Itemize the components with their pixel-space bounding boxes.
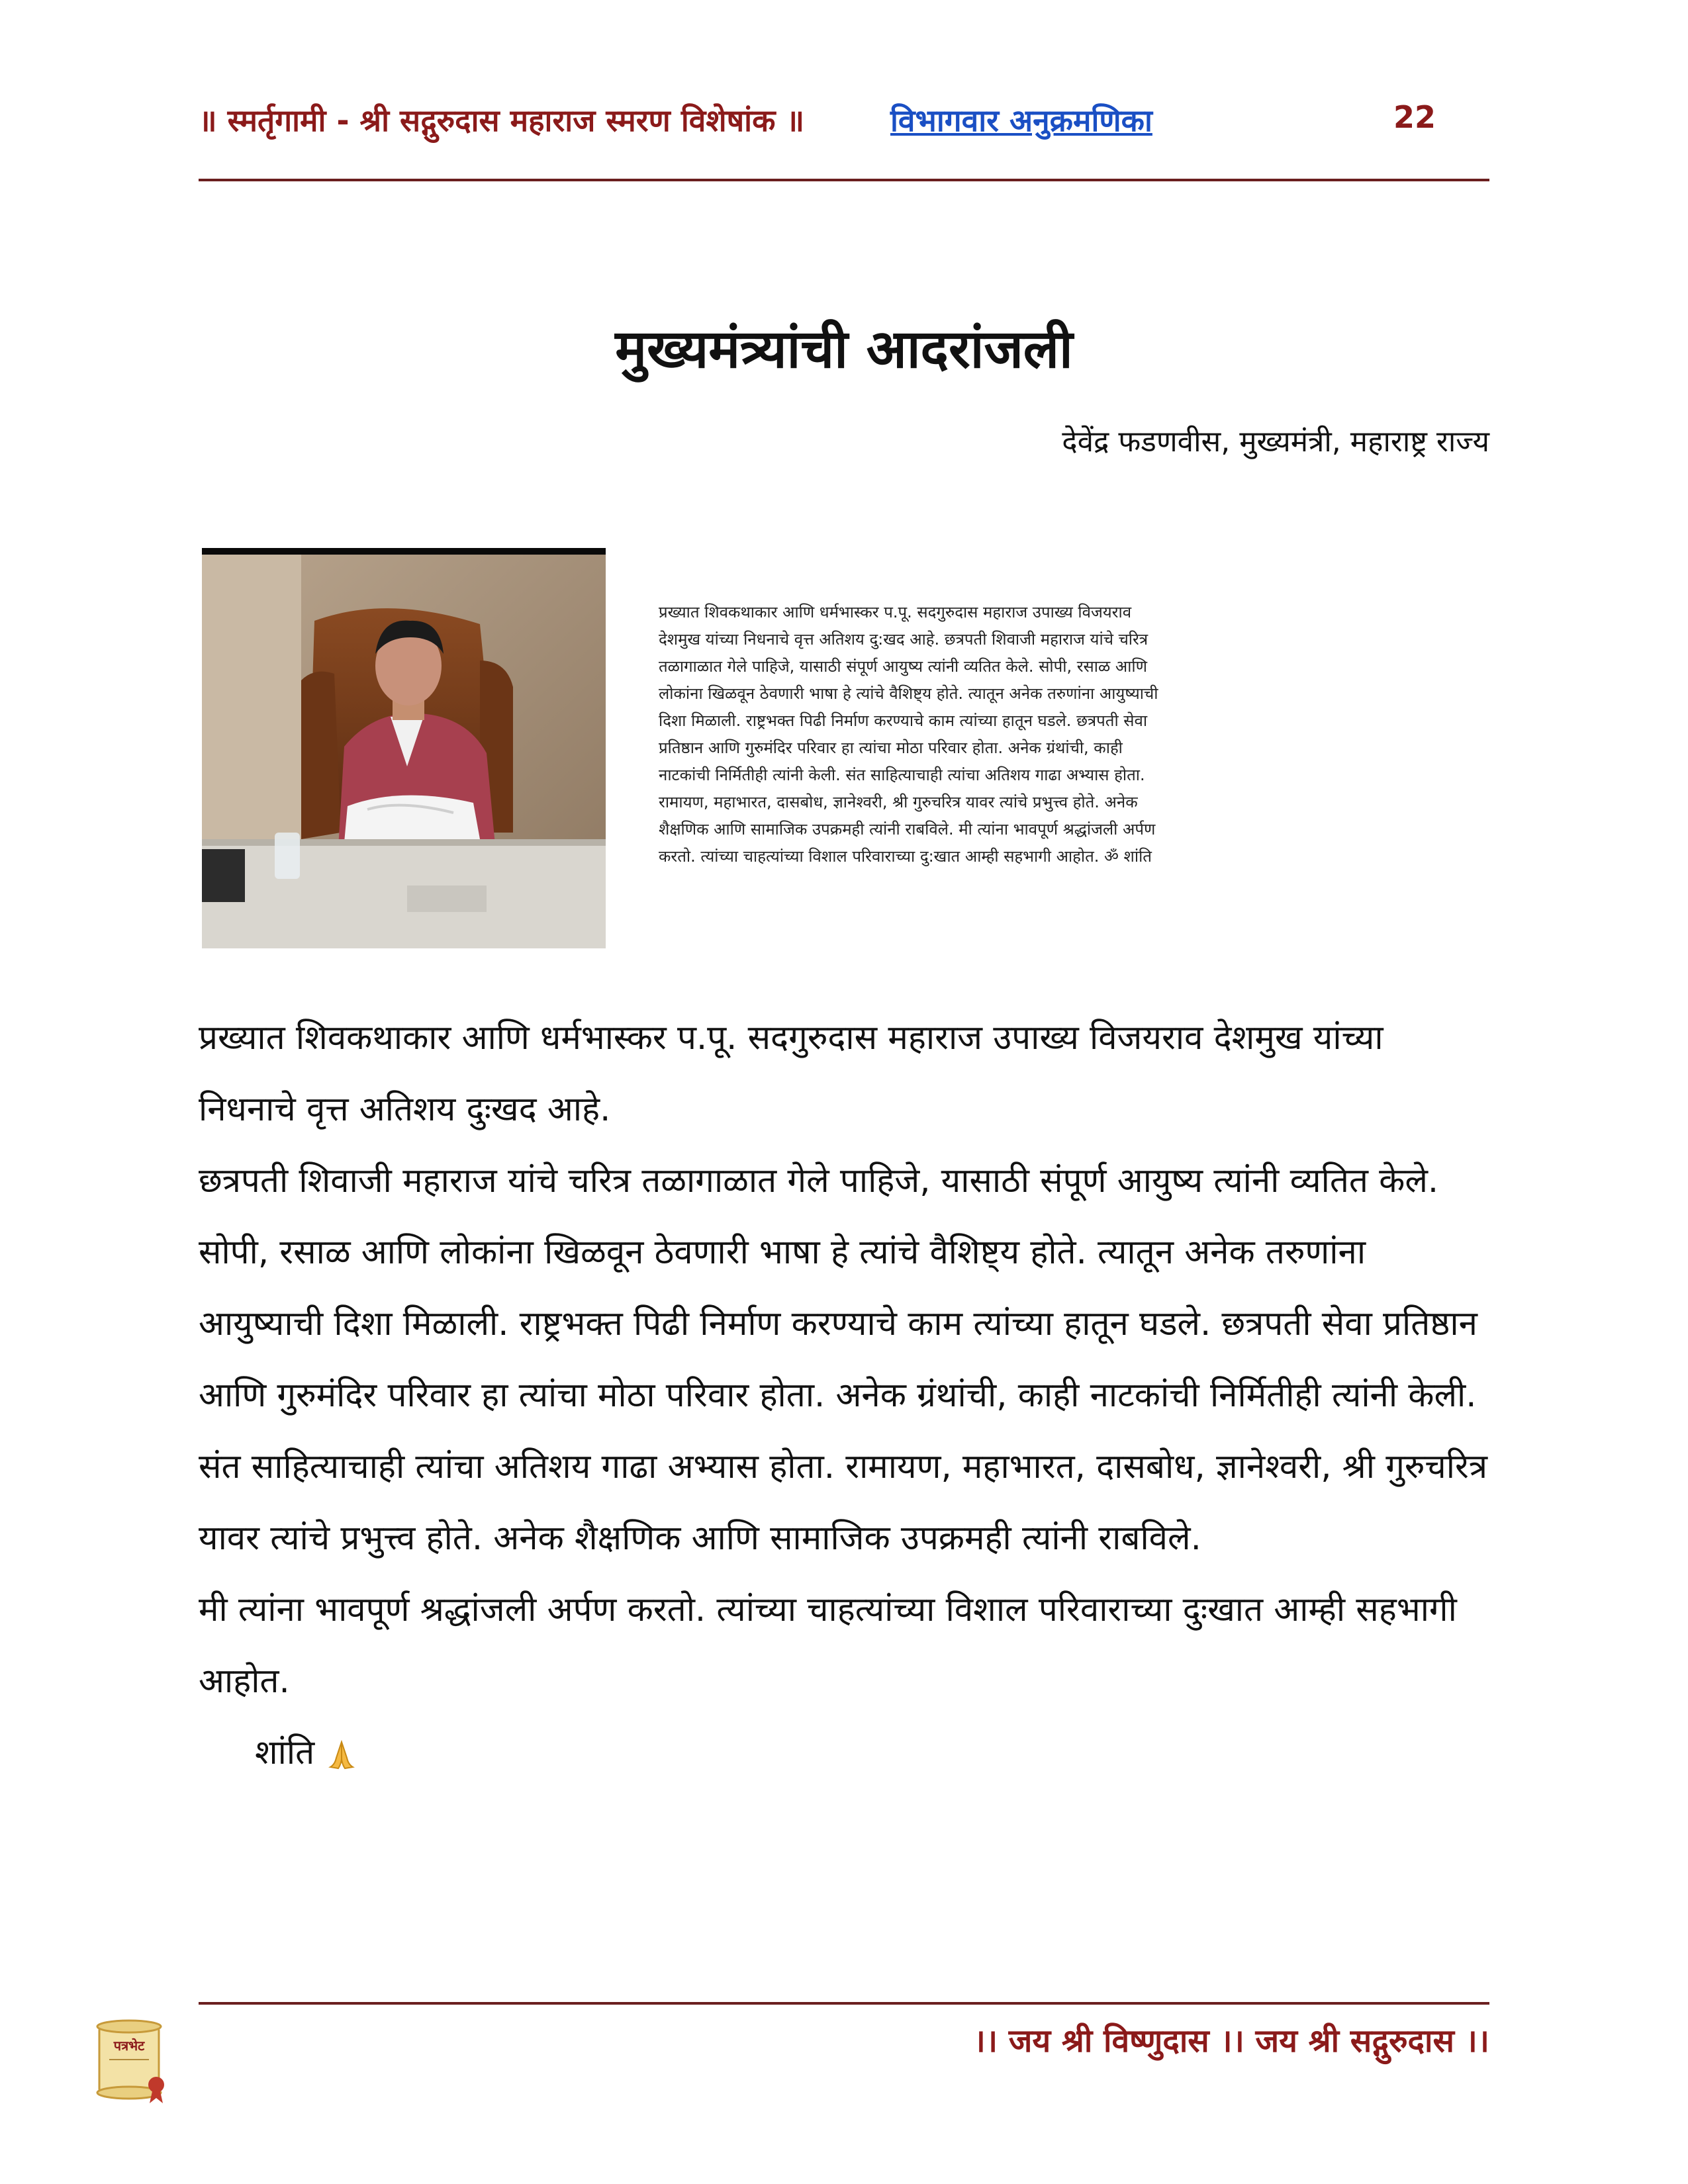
header-title: ॥ स्मर्तृगामी - श्री सद्गुरुदास महाराज स्मरण विशेषांक ॥	[199, 103, 804, 138]
portrait-illustration	[202, 548, 606, 948]
footer-slogan: ।। जय श्री विष्णुदास ।। जय श्री सद्गुरुदास ।।	[973, 2023, 1489, 2060]
body-paragraph-3: मी त्यांना भावपूर्ण श्रद्धांजली अर्पण करतो. त्यांच्या चाहत्यांच्या विशाल परिवाराच्या दुःखात आम्ही सहभागी आहोत.	[199, 1590, 1457, 1701]
folded-hands-icon	[325, 1738, 358, 1771]
logo-label: पत्रभेट	[113, 2038, 145, 2054]
scroll-logo-graphic	[93, 2019, 172, 2105]
header-divider	[199, 179, 1489, 181]
footer-divider	[199, 2002, 1489, 2005]
portrait-photo	[202, 548, 606, 948]
closing-line	[199, 1717, 1489, 1789]
page-number: 22	[1393, 99, 1436, 135]
inset-paragraph: प्रख्यात शिवकथाकार आणि धर्मभास्कर प.पू. सदगुरुदास महाराज उपाख्य विजयराव देशमुख यांच्या निधनाचे वृत्त अतिशय दु:खद आहे. छत्रपती शिवाजी महाराज यांचे चरित्र तळागाळात गेले पाहिजे, यासाठी संपूर्ण आयुष्य त्यांनी व्यतित केले. सोपी, रसाळ आणि लोकांना खिळवून ठेवणारी भाषा हे त्यांचे वैशिष्ट्य होते. त्यातून अनेक तरुणांना आयुष्याची दिशा मिळाली. राष्ट्रभक्त पिढी निर्माण करण्याचे काम त्यांच्या हातून घडले. छत्रपती सेवा प्रतिष्ठान आणि गुरुमंदिर परिवार हा त्यांचा मोठा परिवार होता. अनेक ग्रंथांची, काही नाटकांची निर्मितीही त्यांनी केली. संत साहित्याचाही त्यांचा अतिशय गाढा अभ्यास होता. रामायण, महाभारत, दासबोध, ज्ञानेश्वरी, श्री गुरुचरित्र यावर त्यांचे प्रभुत्त्व होते. अनेक शैक्षणिक आणि सामाजिक उपक्रमही त्यांनी राबविले. मी त्यांना भावपूर्ण श्रद्धांजली अर्पण करतो. त्यांच्या चाहत्यांच्या विशाल परिवाराच्या दु:खात आम्ही सहभागी आहोत. ॐ शांति	[659, 603, 1158, 866]
closing-text: शांति	[255, 1733, 315, 1772]
index-link[interactable]: विभागवार अनुक्रमणिका	[890, 103, 1152, 138]
article-inset-summary	[659, 599, 1175, 870]
scroll-logo-icon	[93, 2019, 172, 2105]
article-title: मुख्यमंत्र्यांची आदरांजली	[615, 318, 1073, 380]
body-paragraph-2: छत्रपती शिवाजी महाराज यांचे चरित्र तळागाळात गेले पाहिजे, यासाठी संपूर्ण आयुष्य त्यांनी व्यतित केले. सोपी, रसाळ आणि लोकांना खिळवून ठेवणारी भाषा हे त्यांचे वैशिष्ट्य होते. त्यातून अनेक तरुणांना आयुष्याची दिशा मिळाली. राष्ट्रभक्त पिढी निर्माण करण्याचे काम त्यांच्या हातून घडले. छत्रपती सेवा प्रतिष्ठान आणि गुरुमंदिर परिवार हा त्यांचा मोठा परिवार होता. अनेक ग्रंथांची, काही नाटकांची निर्मितीही त्यांनी केली. संत साहित्याचाही त्यांचा अतिशय गाढा अभ्यास होता. रामायण, महाभारत, दासबोध, ज्ञानेश्वरी, श्री गुरुचरित्र यावर त्यांचे प्रभुत्त्व होते. अनेक शैक्षणिक आणि सामाजिक उपक्रमही त्यांनी राबविले.	[199, 1161, 1488, 1558]
article-body	[199, 1003, 1489, 1789]
page-header	[199, 99, 1489, 152]
article-byline: देवेंद्र फडणवीस, मुख्यमंत्री, महाराष्ट्र राज्य	[1062, 425, 1489, 459]
body-paragraph-1: प्रख्यात शिवकथाकार आणि धर्मभास्कर प.पू. सदगुरुदास महाराज उपाख्य विजयराव देशमुख यांच्या निधनाचे वृत्त अतिशय दुःखद आहे.	[199, 1019, 1383, 1129]
